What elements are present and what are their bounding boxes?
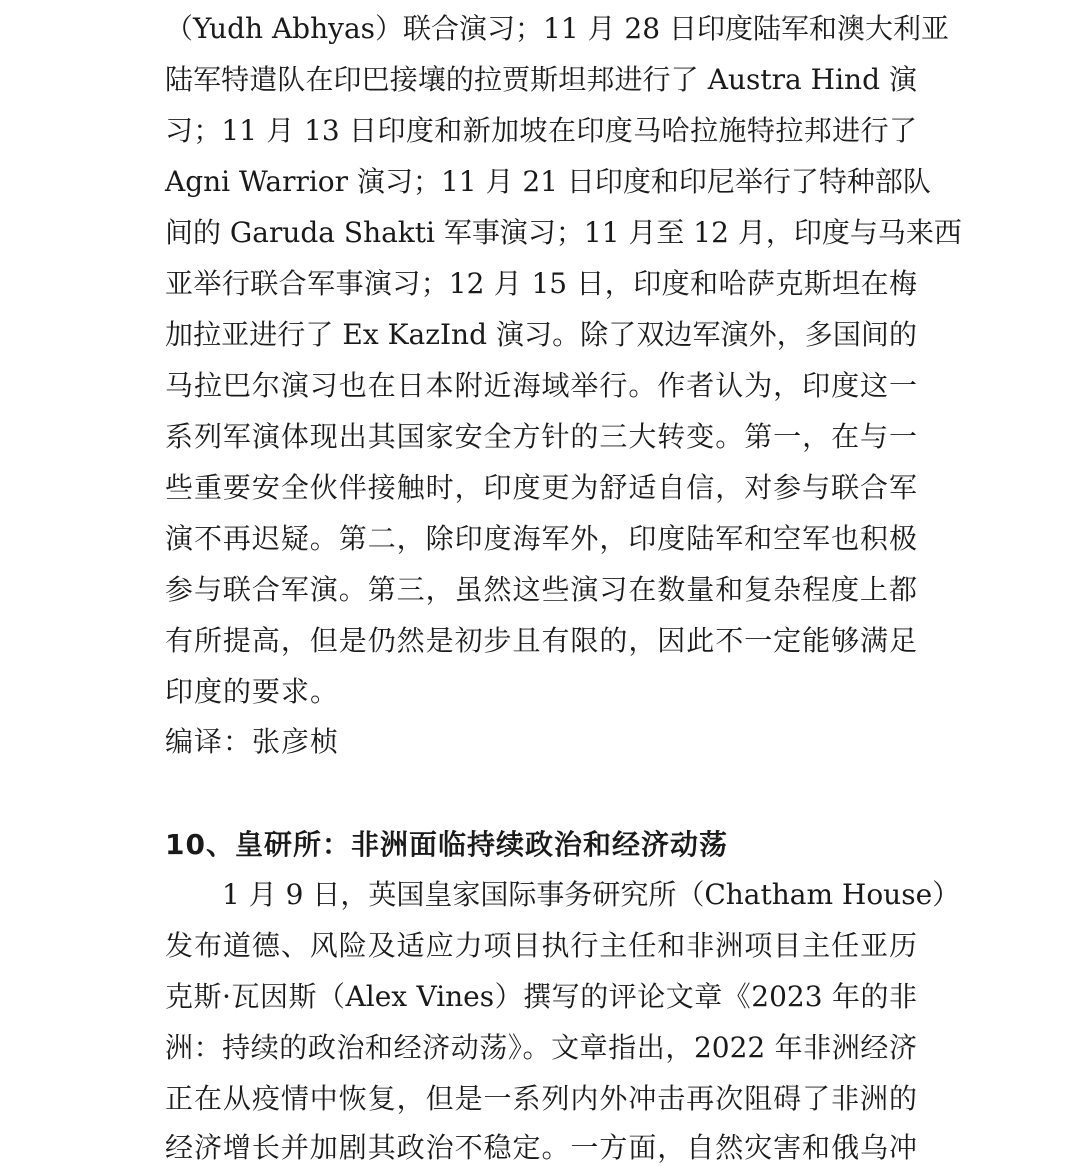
section-heading: 10、皇研所：非洲面临持续政治和经济动荡 <box>165 828 728 861</box>
translator-credit: 编译：张彦桢 <box>165 725 340 758</box>
paragraph-line: 正在从疫情中恢复，但是一系列内外冲击再次阻碍了非洲的 <box>165 1082 917 1115</box>
paragraph-line: 演不再迟疑。第二，除印度海军外，印度陆军和空军也积极 <box>165 522 917 555</box>
paragraph-last-line: 印度的要求。 <box>165 675 340 708</box>
paragraph-line: 经济增长并加剧其政治不稳定。一方面，自然灾害和俄乌冲 <box>165 1131 917 1164</box>
paragraph-line: 间的 Garuda Shakti 军事演习；11 月至 12 月，印度与马来西 <box>165 216 962 249</box>
paragraph-first-line: 1 月 9 日，英国皇家国际事务研究所（Chatham House） <box>222 878 961 911</box>
paragraph-line: 有所提高，但是仍然是初步且有限的，因此不一定能够满足 <box>165 624 917 657</box>
paragraph-line: 马拉巴尔演习也在日本附近海域举行。作者认为，印度这一 <box>165 369 917 402</box>
paragraph-line: Agni Warrior 演习；11 月 21 日印度和印尼举行了特种部队 <box>165 165 931 198</box>
paragraph-line: 陆军特遣队在印巴接壤的拉贾斯坦邦进行了 Austra Hind 演 <box>165 63 917 96</box>
paragraph-line: 些重要安全伙伴接触时，印度更为舒适自信，对参与联合军 <box>165 471 917 504</box>
paragraph-line: 习；11 月 13 日印度和新加坡在印度马哈拉施特拉邦进行了 <box>165 114 917 147</box>
paragraph-line: 参与联合军演。第三，虽然这些演习在数量和复杂程度上都 <box>165 573 917 606</box>
paragraph-line: 加拉亚进行了 Ex KazInd 演习。除了双边军演外，多国间的 <box>165 318 917 351</box>
paragraph-line: （Yudh Abhyas）联合演习；11 月 28 日印度陆军和澳大利亚 <box>165 12 949 45</box>
paragraph-line: 洲：持续的政治和经济动荡》。文章指出，2022 年非洲经济 <box>165 1031 917 1064</box>
paragraph-line: 发布道德、风险及适应力项目执行主任和非洲项目主任亚历 <box>165 929 917 962</box>
paragraph-line: 亚举行联合军事演习；12 月 15 日，印度和哈萨克斯坦在梅 <box>165 267 917 300</box>
paragraph-line: 系列军演体现出其国家安全方针的三大转变。第一，在与一 <box>165 420 917 453</box>
paragraph-line: 克斯·瓦因斯（Alex Vines）撰写的评论文章《2023 年的非 <box>165 980 917 1013</box>
